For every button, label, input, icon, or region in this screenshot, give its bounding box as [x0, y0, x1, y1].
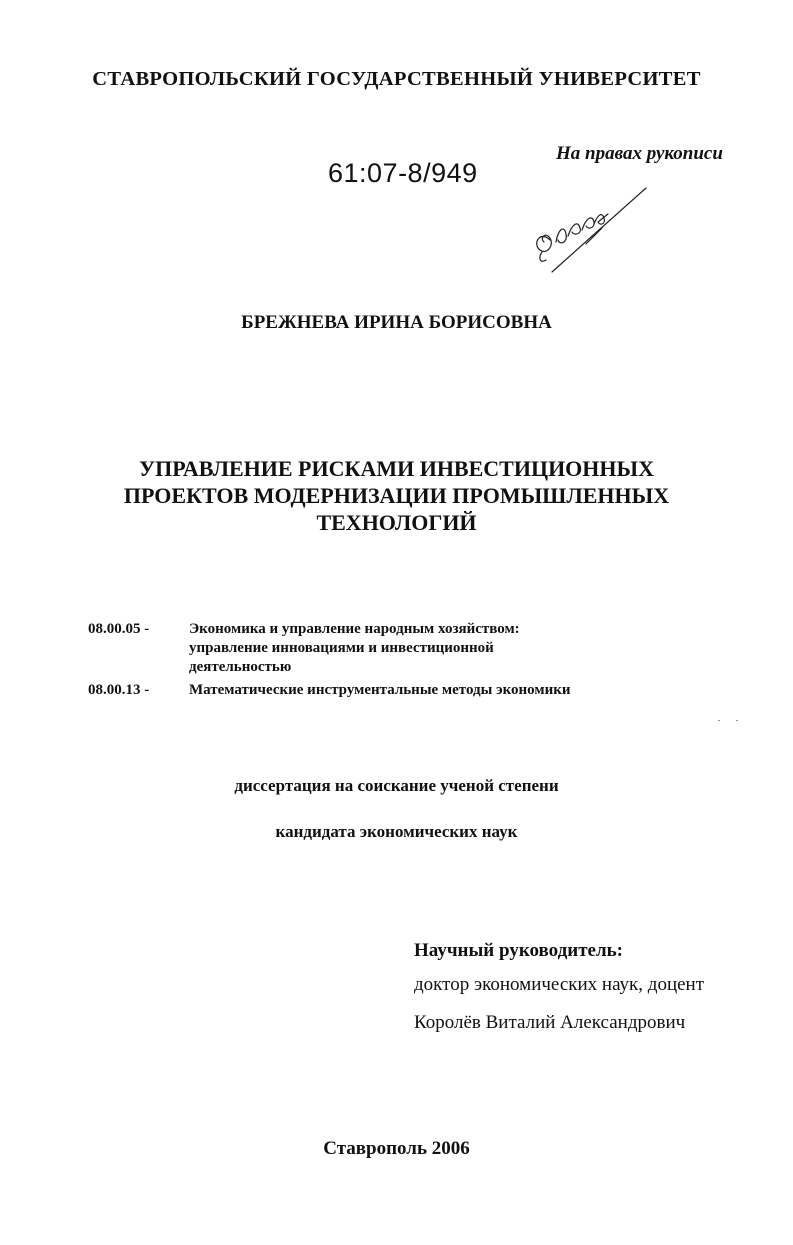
specialty-description: [189, 681, 669, 700]
author-name: БРЕЖНЕВА ИРИНА БОРИСОВНА: [241, 312, 552, 333]
scan-speck: [736, 720, 738, 721]
archive-code: 61:07-8/949: [328, 158, 478, 188]
specialty-description: [189, 620, 609, 677]
scan-speck: [718, 720, 720, 721]
title-line: ПРОЕКТОВ МОДЕРНИЗАЦИИ ПРОМЫШЛЕННЫХ: [123, 483, 670, 508]
specialty-code: 08.00.13 -: [88, 682, 150, 698]
supervisor-name: Королёв Виталий Александрович: [414, 1012, 686, 1033]
dissertation-title: [80, 455, 713, 536]
specialty-line: управление инновациями и инвестиционной: [189, 640, 494, 656]
specialty-code: 08.00.05 -: [88, 621, 150, 637]
handwritten-signature: [528, 184, 658, 276]
title-line: ТЕХНОЛОГИЙ: [316, 510, 477, 535]
degree-line: кандидата экономических наук: [275, 822, 518, 841]
supervisor-heading: Научный руководитель:: [414, 940, 623, 961]
degree-line: диссертация на соискание ученой степени: [234, 776, 559, 795]
specialty-line: Математические инструментальные методы экономики: [189, 682, 571, 698]
supervisor-degree: доктор экономических наук, доцент: [414, 974, 705, 995]
city-year: Ставрополь 2006: [323, 1138, 470, 1159]
university-name: СТАВРОПОЛЬСКИЙ ГОСУДАРСТВЕННЫЙ УНИВЕРСИТЕТ: [92, 68, 701, 90]
title-line: УПРАВЛЕНИЕ РИСКАМИ ИНВЕСТИЦИОННЫХ: [138, 456, 655, 481]
specialty-line: Экономика и управление народным хозяйством:: [189, 621, 520, 637]
specialty-line: деятельностью: [189, 659, 292, 675]
manuscript-rights-label: На правах рукописи: [556, 143, 723, 164]
